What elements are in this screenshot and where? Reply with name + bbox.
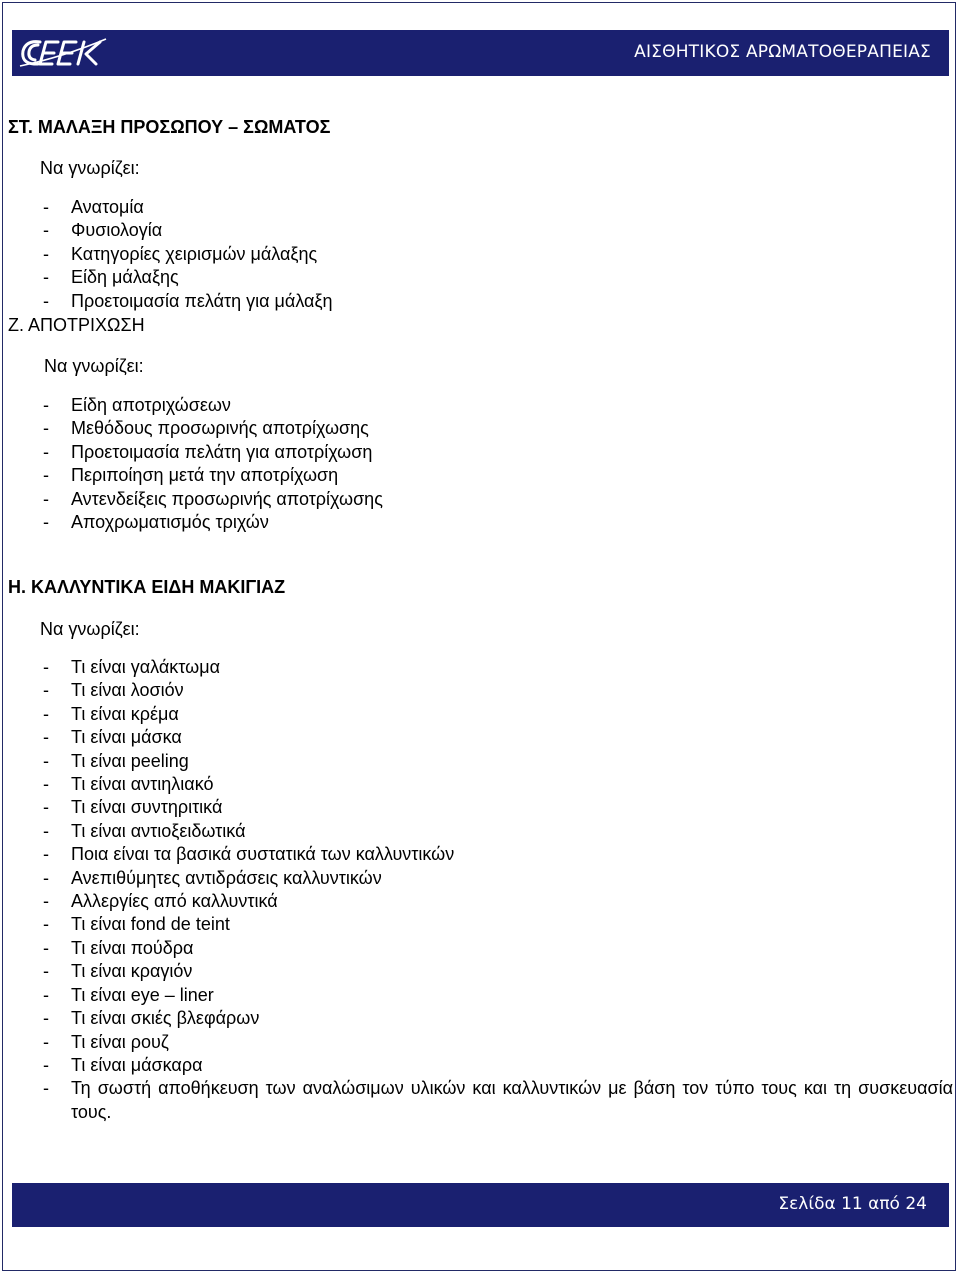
list-item: - Τι είναι eye – liner [43, 984, 953, 1007]
list-item: - Τη σωστή αποθήκευση των αναλώσιμων υλικών και καλλυντικών με βάση τον τύπο τους και τη συσκευασία τους. [43, 1077, 953, 1124]
list-item: - Φυσιολογία [43, 219, 333, 242]
list-item: - Είδη μάλαξης [43, 266, 333, 289]
list-item: - Τι είναι αντιοξειδωτικά [43, 820, 953, 843]
list-item: - Περιποίηση μετά την αποτρίχωση [43, 464, 383, 487]
list-item: - Αντενδείξεις προσωρινής αποτρίχωσης [43, 488, 383, 511]
section-intro-hair-removal: Να γνωρίζει: [44, 356, 144, 376]
section-intro-makeup-cosmetics: Να γνωρίζει: [40, 619, 140, 639]
list-item: - Είδη αποτριχώσεων [43, 394, 383, 417]
list-item: - Τι είναι γαλάκτωμα [43, 656, 953, 679]
list-hair-removal [43, 394, 383, 534]
list-item: - Αποχρωματισμός τριχών [43, 511, 383, 534]
ceek-logo [18, 35, 108, 71]
page-number: Σελίδα 11 από 24 [778, 1194, 927, 1214]
list-item: - Κατηγορίες χειρισμών μάλαξης [43, 243, 333, 266]
list-item: - Τι είναι μάσκαρα [43, 1054, 953, 1077]
list-item: - Τι είναι κραγιόν [43, 960, 953, 983]
section-heading-massage: ΣΤ. ΜΑΛΑΞΗ ΠΡΟΣΩΠΟΥ – ΣΩΜΑΤΟΣ [8, 117, 331, 137]
section-heading-makeup-cosmetics: Η. ΚΑΛΛΥΝΤΙΚΑ ΕΙΔΗ ΜΑΚΙΓΙΑΖ [8, 577, 286, 597]
list-item: - Ποια είναι τα βασικά συστατικά των καλλυντικών [43, 843, 953, 866]
list-item: - Τι είναι peeling [43, 750, 953, 773]
section-intro-massage: Να γνωρίζει: [40, 158, 140, 178]
list-item: - Ανεπιθύμητες αντιδράσεις καλλυντικών [43, 867, 953, 890]
list-item: - Τι είναι συντηριτικά [43, 796, 953, 819]
footer-bar [12, 1183, 949, 1227]
list-makeup-cosmetics [43, 656, 953, 1124]
list-item: - Αλλεργίες από καλλυντικά [43, 890, 953, 913]
list-item: - Τι είναι πούδρα [43, 937, 953, 960]
list-item: - Προετοιμασία πελάτη για μάλαξη [43, 290, 333, 313]
list-item: - Τι είναι λοσιόν [43, 679, 953, 702]
list-item: - Τι είναι σκιές βλεφάρων [43, 1007, 953, 1030]
list-item: - Μεθόδους προσωρινής αποτρίχωσης [43, 417, 383, 440]
list-massage [43, 196, 333, 313]
list-item: - Τι είναι fond de teint [43, 913, 953, 936]
list-item: - Προετοιμασία πελάτη για αποτρίχωση [43, 441, 383, 464]
list-item: - Ανατομία [43, 196, 333, 219]
header-bar [12, 30, 949, 76]
list-item: - Τι είναι ρουζ [43, 1031, 953, 1054]
list-item: - Τι είναι αντιηλιακό [43, 773, 953, 796]
list-item: - Τι είναι κρέμα [43, 703, 953, 726]
header-title: ΑΙΣΘΗΤΙΚΟΣ ΑΡΩΜΑΤΟΘΕΡΑΠΕΙΑΣ [634, 42, 931, 62]
list-item: - Τι είναι μάσκα [43, 726, 953, 749]
section-heading-hair-removal: Ζ. ΑΠΟΤΡΙΧΩΣΗ [8, 315, 145, 335]
